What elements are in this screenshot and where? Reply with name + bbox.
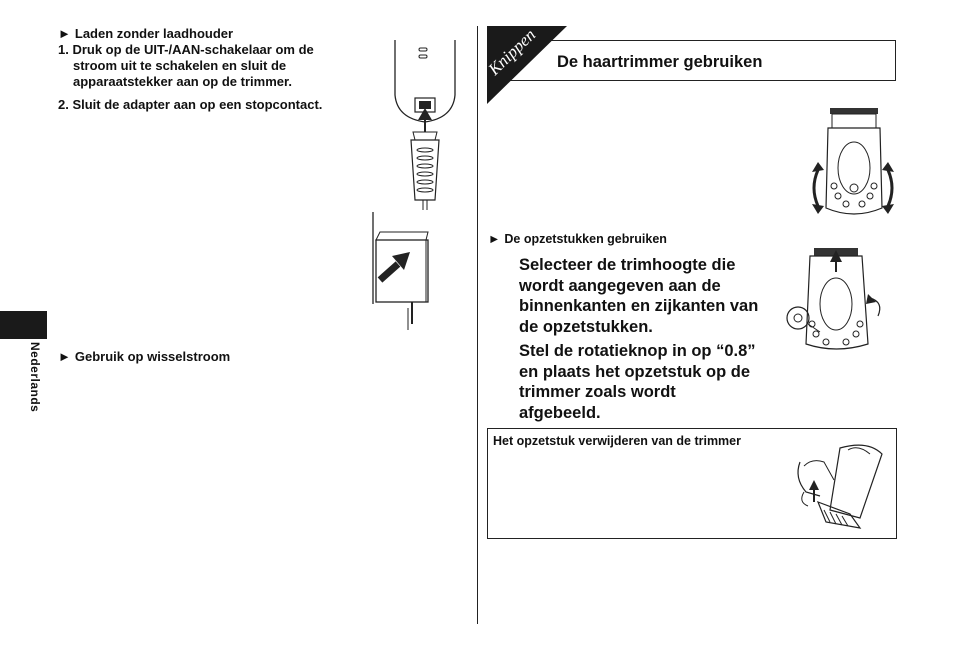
remove-attachment-illustration [790,440,890,535]
step-1: 1. Druk op de UIT-/AAN-schakelaar om de stroom uit te schakelen en sluit de apparaatstekker aan op de trimmer. [58,42,314,89]
step-2: 2. Sluit de adapter aan op een stopcontact. [58,97,323,112]
info-box-heading: Het opzetstuk verwijderen van de trimmer [493,434,741,448]
trimmer-plug-illustration [385,40,465,210]
trimmer-dial-illustration [810,108,895,218]
triangle-marker-icon: ► [58,26,71,41]
column-divider [477,26,478,624]
instruction-paragraph-1: Selecteer de trimhoogte die wordt aangegeven aan de binnenkanten en zijkanten van de opzetstukken. [519,256,759,336]
language-label: Nederlands [28,342,42,413]
section-heading-mains: ► Gebruik op wisselstroom [58,349,231,364]
instruction-paragraph-2: Stel de rotatieknop in op “0.8” en plaats het opzetstuk op de trimmer zoals wordt afgebeeld. [519,342,756,422]
corner-badge [484,25,567,106]
section-heading-charging: ► Laden zonder laadhouder [58,26,234,41]
language-tab [0,311,47,339]
subsection-heading-attachments: ► De opzetstukken gebruiken [488,232,667,246]
corner-label: Knippen [484,25,540,79]
adapter-illustration [368,212,438,332]
triangle-marker-icon: ► [58,349,71,364]
page-title: De haartrimmer gebruiken [557,53,763,71]
trimmer-attachment-illustration [786,244,886,354]
triangle-marker-icon: ► [488,232,501,246]
